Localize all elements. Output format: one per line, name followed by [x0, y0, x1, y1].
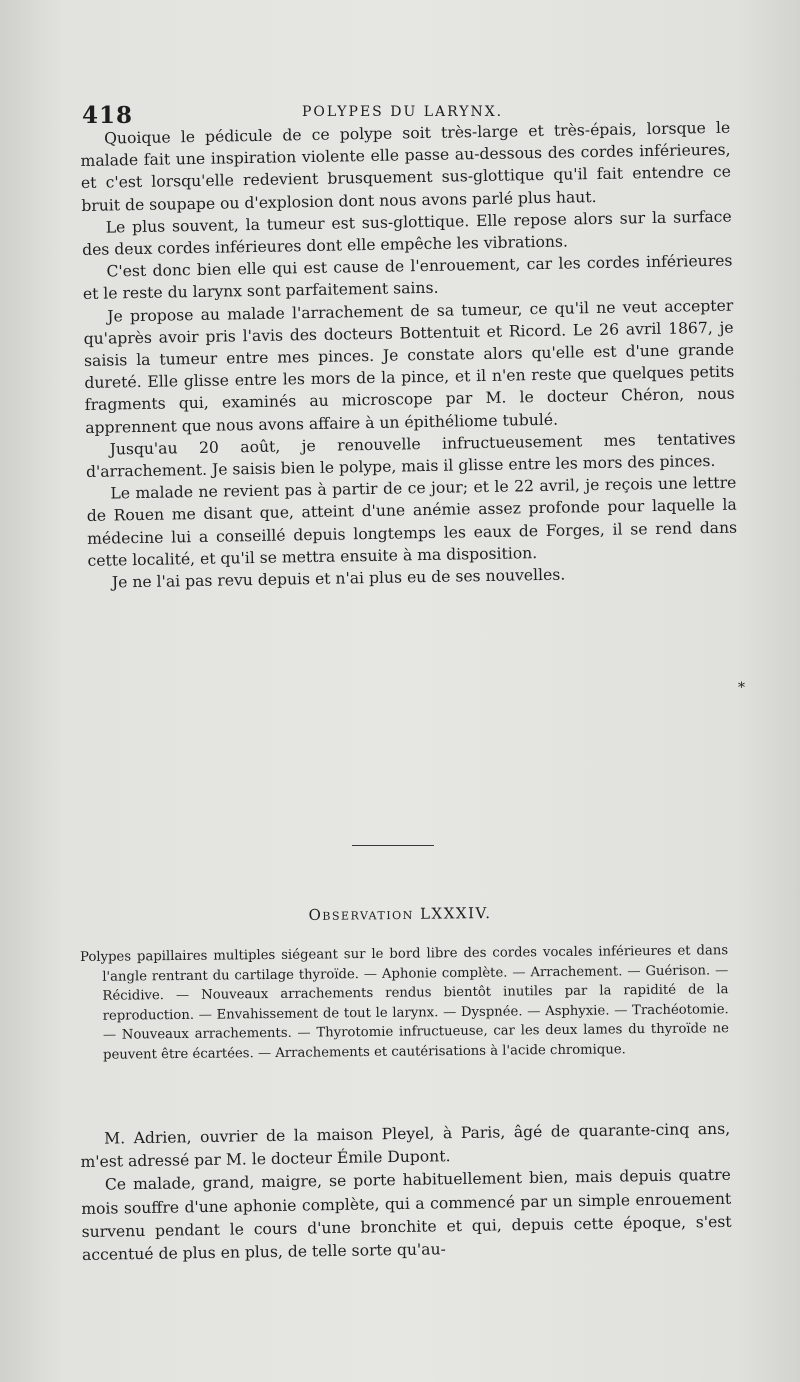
paragraph: Ce malade, grand, maigre, se porte habituellement bien, mais depuis quatre mois souffre d'une aphonie complète, qui a commencé par un simple enrouement survenu pendant le cours d'une bronchite et qui, depuis cette époque, s'est accentué de plus en plus, de telle sorte qu'au- [81, 1166, 732, 1264]
paragraph: M. Adrien, ouvrier de la maison Pleyel, à Paris, âgé de quarante-cinq ans, m'est adressé par M. le docteur Émile Dupont. [80, 1119, 731, 1172]
paragraph: Je ne l'ai pas revu depuis et n'ai plus eu de ses nouvelles. [111, 565, 566, 592]
section-separator [352, 845, 434, 846]
body-text-bottom [80, 1118, 732, 1267]
body-text-top [80, 117, 738, 595]
paragraph: C'est donc bien elle qui est cause de l'enrouement, car les cordes inférieures et le reste du larynx sont parfaitement sains. [82, 251, 733, 304]
paragraph: Le plus souvent, la tumeur est sus-glottique. Elle repose alors sur la surface des deux cordes inférieures dont elle empêche les vibrations. [81, 207, 732, 259]
running-title: POLYPES DU LARYNX. [302, 104, 504, 120]
observation-title: Observation LXXXIV. [308, 904, 492, 924]
paragraph: Le malade ne revient pas à partir de ce jour; et le 22 avril, je reçois une lettre de Rouen me disant que, atteint d'une anémie assez profonde pour laquelle la médecine lui a conseillé depuis longtemps les eaux de Forges, il se rend dans cette localité, et qu'il se mettra ensuite à ma disposition. [86, 473, 738, 570]
summary-text: Polypes papillaires multiples siégeant sur le bord libre des cordes vocales inférieures et dans l'angle rentrant du cartilage thyroïde. — Aphonie complète. — Arrachement. — Guérison. — Récidive. — Nouveaux arrachements rendus bientôt inutiles par la rapidité de la reproduction. — Envahissement de tout le larynx. — Dyspnée. — Asphyxie. — Trachéotomie. — Nouveaux arrachements. — Thyrotomie infructueuse, car les deux lames du thyroïde ne peuvent être écartées. — Arrachements et cautérisations à l'acide chromique. [80, 943, 729, 1063]
margin-mark: * [738, 680, 745, 696]
paragraph: Je propose au malade l'arrachement de sa tumeur, ce qu'il ne veut accepter qu'après avoir pris l'avis des docteurs Bottentuit et Ricord. Le 26 avril 1867, je saisis la tumeur entre mes pinces. Je constate alors qu'elle est d'une grande dureté. Elle glisse entre les mors de la pince, et il n'en reste que quelques petits fragments qui, examinés au microscope par M. le docteur Chéron, nous apprennent que nous avons affaire à un épithéliome tubulé. [83, 296, 735, 437]
page-number: 418 [82, 102, 134, 129]
paragraph: Quoique le pédicule de ce polype soit très-large et très-épais, lorsque le malade fait une inspiration violente elle passe au-dessous des cordes inférieures, et c'est lorsqu'elle redevient brusquement sus-glottique qu'il fait entendre ce bruit de soupape ou d'explosion dont nous avons parlé plus haut. [80, 118, 732, 215]
paragraph: Jusqu'au 20 août, je renouvelle infructueusement mes tentatives d'arrachement. Je saisis bien le polype, mais il glisse entre les mors des pinces. [85, 429, 736, 481]
observation-summary [80, 941, 729, 1065]
